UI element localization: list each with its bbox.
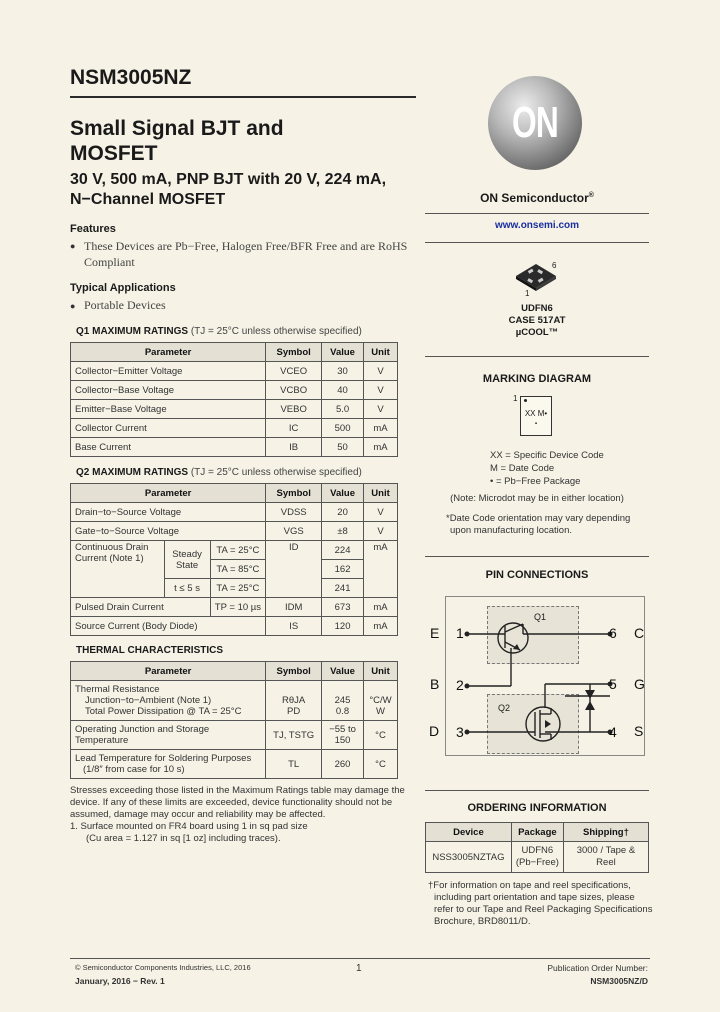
cell-symbol: ID (266, 541, 322, 598)
col-header: Symbol (266, 343, 322, 362)
cell-condition: TA = 85°C (210, 560, 266, 579)
publication-label: Publication Order Number: (547, 963, 648, 973)
symbol-line: PD (287, 706, 301, 717)
page-subtitle (70, 170, 410, 210)
pin-label-c: C (634, 625, 645, 641)
pin-number-1: 1 (456, 625, 464, 641)
bullet-icon: ● (70, 301, 76, 311)
cell-param (71, 541, 165, 598)
table-header-row (71, 484, 398, 503)
col-header: Unit (364, 343, 398, 362)
applications-heading: Typical Applications (70, 282, 176, 294)
features-item (84, 238, 407, 270)
cell-condition (164, 541, 210, 579)
thermal-heading: THERMAL CHARACTERISTICS (76, 645, 224, 656)
note-1-line: 1. Surface mounted on FR4 board using 1 in sq pad size (70, 821, 308, 832)
col-header: Unit (364, 662, 398, 681)
cell-unit: V (364, 381, 398, 400)
thermal-param-line: (1/8″ from case for 10 s) (83, 764, 185, 775)
q2-label: Q2 (498, 703, 511, 713)
symbol-line: RθJA (282, 695, 306, 706)
pin-number-5: 5 (609, 676, 617, 692)
cell-symbol: IC (266, 419, 322, 438)
cell-param: Pulsed Drain Current (71, 598, 211, 617)
q1-heading-note: (TJ = 25°C unless otherwise specified) (190, 326, 362, 337)
sidebar-rule (425, 556, 649, 557)
q1-heading (76, 326, 362, 337)
col-header: Value (322, 662, 364, 681)
date-note-line: *Date Code orientation may vary depending (446, 513, 631, 524)
cell-symbol: IS (266, 617, 322, 636)
stress-line: assumed, damage may occur and reliability may be affected. (70, 809, 326, 820)
col-header: Unit (364, 484, 398, 503)
sidebar-rule (425, 242, 649, 243)
cell-symbol: VGS (266, 522, 322, 541)
unit-line: W (376, 706, 385, 717)
revision-date: January, 2016 − Rev. 1 (75, 976, 165, 986)
cell-unit: °C (364, 721, 398, 750)
q2-heading-note: (TJ = 25°C unless otherwise specified) (190, 467, 362, 478)
package-pin-1: 1 (525, 289, 530, 298)
value-line: 245 (334, 695, 351, 706)
cell-param (71, 721, 266, 750)
cell-param (71, 681, 266, 721)
table-row (71, 750, 398, 779)
cell-param: Source Current (Body Diode) (71, 617, 266, 636)
q2-heading-text: Q2 MAXIMUM RATINGS (76, 467, 189, 478)
pin1-dot (524, 399, 527, 402)
registered-mark: ® (588, 192, 594, 199)
subtitle-line-2: N−Channel MOSFET (70, 191, 226, 208)
part-number: NSM3005NZ (70, 66, 192, 89)
footer-rule (70, 958, 650, 959)
subtitle-line-1: 30 V, 500 mA, PNP BJT with 20 V, 224 mA, (70, 171, 387, 188)
cell-value: 50 (322, 438, 364, 457)
cell-param: Base Current (71, 438, 266, 457)
cell-unit: mA (364, 438, 398, 457)
thermal-param-line: Temperature (75, 735, 129, 746)
marking-heading: MARKING DIAGRAM (482, 373, 592, 385)
shipping-line: 3000 / Tape & (576, 845, 636, 856)
cell-condition: t ≤ 5 s (164, 579, 210, 598)
marking-legend (490, 449, 604, 488)
cell-param: Drain−to−Source Voltage (71, 503, 266, 522)
q1-ratings-table (70, 342, 398, 457)
cell-value: 500 (322, 419, 364, 438)
cell-shipping (563, 842, 648, 873)
date-note-line: upon manufacturing location. (450, 525, 572, 536)
sidebar-rule (425, 356, 649, 357)
cell-unit: V (364, 522, 398, 541)
unit-line: °C/W (369, 695, 392, 706)
pin-label-e: E (430, 625, 440, 641)
pin-number-6: 6 (609, 625, 617, 641)
legend-line: M = Date Code (490, 463, 555, 474)
pin-label-d: D (429, 723, 440, 739)
stress-line: device. If any of these limits are exceeded, device functionality should not be (70, 797, 393, 808)
table-row (71, 400, 398, 419)
cell-param: Collector Current (71, 419, 266, 438)
package-info (425, 303, 649, 339)
shipping-line: Reel (596, 857, 616, 868)
table-row (71, 522, 398, 541)
col-header: Symbol (266, 484, 322, 503)
cell-unit: mA (364, 541, 398, 598)
cell-unit: °C (364, 750, 398, 779)
table-row (71, 381, 398, 400)
table-row (71, 598, 398, 617)
sidebar-rule (425, 790, 649, 791)
pin-number-2: 2 (456, 677, 464, 693)
pin-label-g: G (634, 676, 645, 692)
col-header: Parameter (71, 484, 266, 503)
table-row (71, 721, 398, 750)
tape-note-line: refer to our Tape and Reel Packaging Specifications (434, 904, 653, 915)
cell-unit: mA (364, 617, 398, 636)
cell-unit: V (364, 400, 398, 419)
thermal-param-line: Total Power Dissipation @ TA = 25°C (85, 706, 242, 717)
cell-unit: mA (364, 598, 398, 617)
col-header: Value (322, 343, 364, 362)
value-line: 0.8 (335, 706, 350, 717)
cell-value: 224 (322, 541, 364, 560)
q1-heading-text: Q1 MAXIMUM RATINGS (76, 326, 189, 337)
table-row (71, 503, 398, 522)
publication-number: NSM3005NZ/D (590, 976, 648, 986)
cell-package (511, 842, 563, 873)
table-row (426, 842, 649, 873)
stress-line: Stresses exceeding those listed in the Maximum Ratings table may damage the (70, 785, 405, 796)
cell-symbol: TJ, TSTG (266, 721, 322, 750)
cell-symbol: TL (266, 750, 322, 779)
pin-number-4: 4 (609, 724, 617, 740)
page-number: 1 (356, 963, 362, 974)
cell-value: 30 (322, 362, 364, 381)
tape-note-line: including part orientation and tape sizes, please (434, 892, 635, 903)
col-header: Package (511, 823, 563, 842)
logo-text: ON (511, 98, 559, 147)
cell-param: Collector−Emitter Voltage (71, 362, 266, 381)
col-header: Parameter (71, 343, 266, 362)
legend-line: XX = Specific Device Code (490, 450, 604, 461)
pin-label-s: S (634, 723, 644, 739)
col-header: Parameter (71, 662, 266, 681)
table-row (71, 681, 398, 721)
pin-heading: PIN CONNECTIONS (485, 569, 589, 581)
cell-unit: mA (364, 419, 398, 438)
thermal-param-line: Thermal Resistance (75, 684, 160, 695)
col-header: Device (426, 823, 512, 842)
table-row (71, 362, 398, 381)
col-header: Value (322, 484, 364, 503)
features-item-line-1: These Devices are Pb−Free, Halogen Free/BFR Free and are RoHS (84, 239, 408, 253)
ordering-table (425, 822, 649, 873)
cell-condition: TP = 10 µs (210, 598, 266, 617)
package-case: CASE 517AT (508, 315, 566, 326)
cell-symbol: IB (266, 438, 322, 457)
marking-pin-1: 1 (513, 394, 518, 403)
marking-dot: ▪ (534, 421, 538, 427)
ordering-heading: ORDERING INFORMATION (467, 802, 607, 814)
cell-value: 120 (322, 617, 364, 636)
thermal-param-line: Junction−to−Ambient (Note 1) (85, 695, 212, 706)
title-line-1: Small Signal BJT and (70, 117, 284, 140)
cell-condition: TA = 25°C (210, 579, 266, 598)
table-row (71, 419, 398, 438)
table-row (71, 438, 398, 457)
cell-value: 5.0 (322, 400, 364, 419)
features-heading: Features (70, 223, 116, 235)
marking-code: XX M• (524, 409, 548, 418)
cell-symbol: VDSS (266, 503, 322, 522)
thermal-param-line: Lead Temperature for Soldering Purposes (75, 753, 252, 764)
pin-number-3: 3 (456, 724, 464, 740)
cell-unit: V (364, 503, 398, 522)
table-header-row (71, 343, 398, 362)
cell-condition: TA = 25°C (210, 541, 266, 560)
cell-symbol: VCBO (266, 381, 322, 400)
cell-value: 673 (322, 598, 364, 617)
value-line: −55 to (329, 724, 356, 735)
package-name: UDFN6 (521, 303, 553, 314)
table-row (71, 617, 398, 636)
drain-param-line-2: Current (Note 1) (75, 553, 144, 564)
thermal-param-line: Operating Junction and Storage (75, 724, 210, 735)
value-line: 150 (334, 735, 351, 746)
stress-note (70, 785, 410, 845)
table-header-row (426, 823, 649, 842)
cell-symbol: VCEO (266, 362, 322, 381)
on-logo (488, 76, 582, 170)
company-name (425, 191, 649, 205)
note-1-line: (Cu area = 1.127 in sq [1 oz] including traces). (86, 833, 281, 844)
website-link[interactable]: www.onsemi.com (494, 220, 580, 231)
date-note (446, 513, 630, 537)
legend-line: • = Pb−Free Package (490, 476, 581, 487)
copyright: © Semiconductor Components Industries, LLC, 2016 (75, 963, 251, 972)
pin-label-b: B (430, 676, 440, 692)
thermal-table (70, 661, 398, 779)
cell-value (322, 721, 364, 750)
features-item-line-2: Compliant (84, 255, 135, 269)
title-line-2: MOSFET (70, 142, 158, 165)
cell-symbol: IDM (266, 598, 322, 617)
cell-device: NSS3005NZTAG (426, 842, 512, 873)
cell-value: 20 (322, 503, 364, 522)
package-pin-6: 6 (552, 261, 557, 270)
drain-param-line-1: Continuous Drain (75, 542, 149, 553)
table-header-row (71, 662, 398, 681)
steady-line-1: Steady (172, 548, 202, 560)
col-header: Shipping† (563, 823, 648, 842)
table-row (71, 541, 398, 560)
cell-value: 260 (322, 750, 364, 779)
q1-label: Q1 (534, 612, 547, 622)
package-line: (Pb−Free) (515, 857, 559, 868)
package-brand: µCOOL™ (515, 327, 559, 338)
page-title (70, 116, 410, 166)
marking-box (520, 396, 552, 436)
tape-reel-note (428, 880, 652, 928)
bullet-icon: ● (70, 241, 76, 251)
cell-unit (364, 681, 398, 721)
cell-param: Emitter−Base Voltage (71, 400, 266, 419)
header-rule (70, 96, 416, 98)
cell-param: Collector−Base Voltage (71, 381, 266, 400)
q2-ratings-table (70, 483, 398, 636)
tape-note-line: †For information on tape and reel specifications, (428, 880, 631, 891)
sidebar-rule (425, 213, 649, 214)
col-header: Symbol (266, 662, 322, 681)
company-text: ON Semiconductor (480, 191, 589, 205)
cell-symbol (266, 681, 322, 721)
cell-param: Gate−to−Source Voltage (71, 522, 266, 541)
steady-line-2: State (175, 559, 199, 571)
cell-param (71, 750, 266, 779)
cell-value: 241 (322, 579, 364, 598)
microdot-note: (Note: Microdot may be in either location) (450, 493, 624, 504)
package-line: UDFN6 (521, 845, 554, 856)
cell-symbol: VEBO (266, 400, 322, 419)
q2-heading (76, 467, 362, 478)
cell-value: ±8 (322, 522, 364, 541)
cell-value: 40 (322, 381, 364, 400)
tape-note-line: Brochure, BRD8011/D. (434, 916, 531, 927)
applications-item: Portable Devices (84, 298, 166, 312)
cell-unit: V (364, 362, 398, 381)
cell-value: 162 (322, 560, 364, 579)
cell-value (322, 681, 364, 721)
